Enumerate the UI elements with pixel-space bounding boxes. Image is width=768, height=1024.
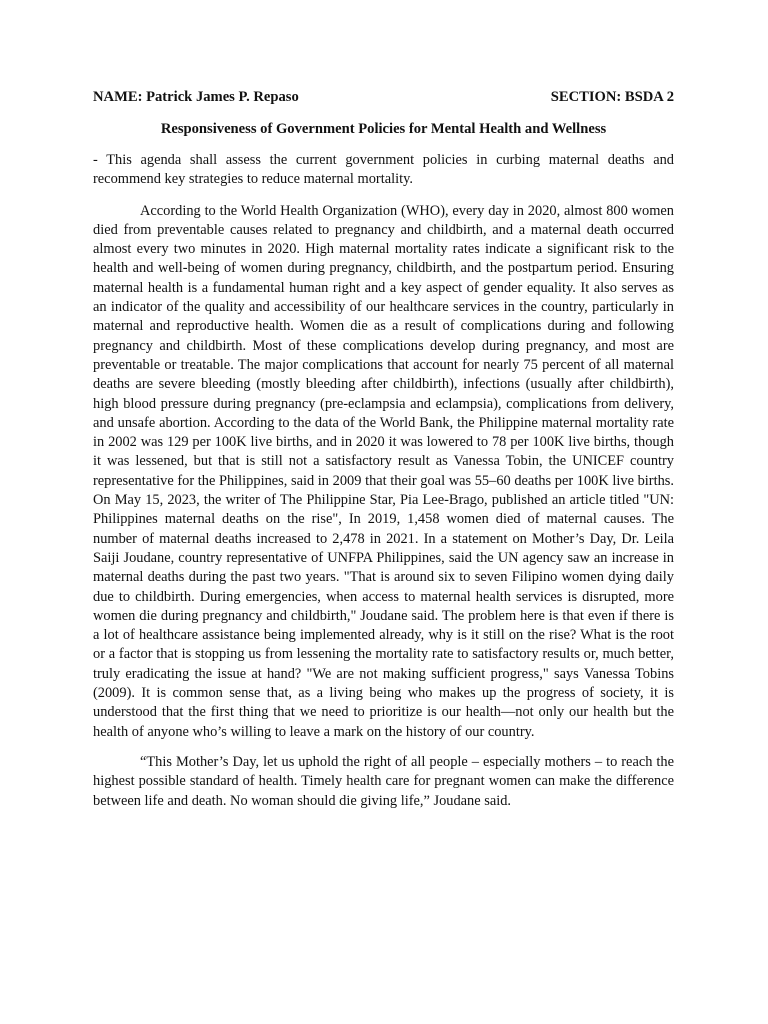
document-title: Responsiveness of Government Policies for Mental Health and Wellness xyxy=(160,121,607,137)
document-header xyxy=(93,88,674,107)
student-name: NAME: Patrick James P. Repaso xyxy=(93,89,299,105)
body-paragraph-quote: “This Mother’s Day, let us uphold the right of all people – especially mothers – to reach the highest possible standard of health. Timely health care for pregnant women can make the difference between life and death. No woman should die giving life,” Joudane said. xyxy=(93,753,674,809)
student-section: SECTION: BSDA 2 xyxy=(550,89,674,105)
body-paragraph-main: According to the World Health Organization (WHO), every day in 2020, almost 800 women died from preventable causes related to pregnancy and childbirth, and a maternal death occurred almost every two minutes in 2020. High maternal mortality rates indicate a significant risk to the health and well-being of women during pregnancy, childbirth, and the postpartum period. Ensuring maternal health is a fundamental human right and a key aspect of gender equality. It also serves as an indicator of the quality and accessibility of our healthcare services in the country, particularly in maternal and reproductive health. Women die as a result of complications during and following pregnancy and childbirth. Most of these complications develop during pregnancy, and most are preventable or treatable. The major complications that account for nearly 75 percent of all maternal deaths are severe bleeding (mostly bleeding after childbirth), infections (usually after childbirth), high blood pressure during pregnancy (pre-eclampsia and eclampsia), complications from delivery, and unsafe abortion. According to the data of the World Bank, the Philippine maternal mortality rate in 2002 was 129 per 100K live births, and in 2020 it was lowered to 78 per 100K live births, though it was lessened, but that is still not a satisfactory result as Vanessa Tobin, the UNICEF country representative for the Philippines, said in 2009 that their goal was 55–60 deaths per 100K live births. On May 15, 2023, the writer of The Philippine Star, Pia Lee-Brago, published an article titled "UN: Philippines maternal deaths on the rise", In 2019, 1,458 women died of maternal causes. The number of maternal deaths increased to 2,478 in 2021. In a statement on Mother’s Day, Dr. Leila Saiji Joudane, country representative of UNFPA Philippines, said the UN agency saw an increase in maternal deaths during the past two years. "That is around six to seven Filipino women dying daily due to childbirth. During emergencies, when access to maternal health services is disrupted, more women die during pregnancy and childbirth," Joudane said. The problem here is that even if there is a lot of healthcare assistance being implemented already, why is it still on the rise? What is the root or a factor that is stopping us from lessening the mortality rate to satisfactory results or, much better, truly eradicating the issue at hand? "We are not making sufficient progress," says Vanessa Tobins (2009). It is common sense that, as a living being who makes up the progress of society, it is understood that the first thing that we need to prioritize is our health—not only our health but the health of anyone who’s willing to leave a mark on the history of our country. xyxy=(93,202,674,740)
document-page xyxy=(93,88,674,811)
agenda-statement: - This agenda shall assess the current government policies in curbing maternal deaths and recommend key strategies to reduce maternal mortality. xyxy=(93,152,674,188)
